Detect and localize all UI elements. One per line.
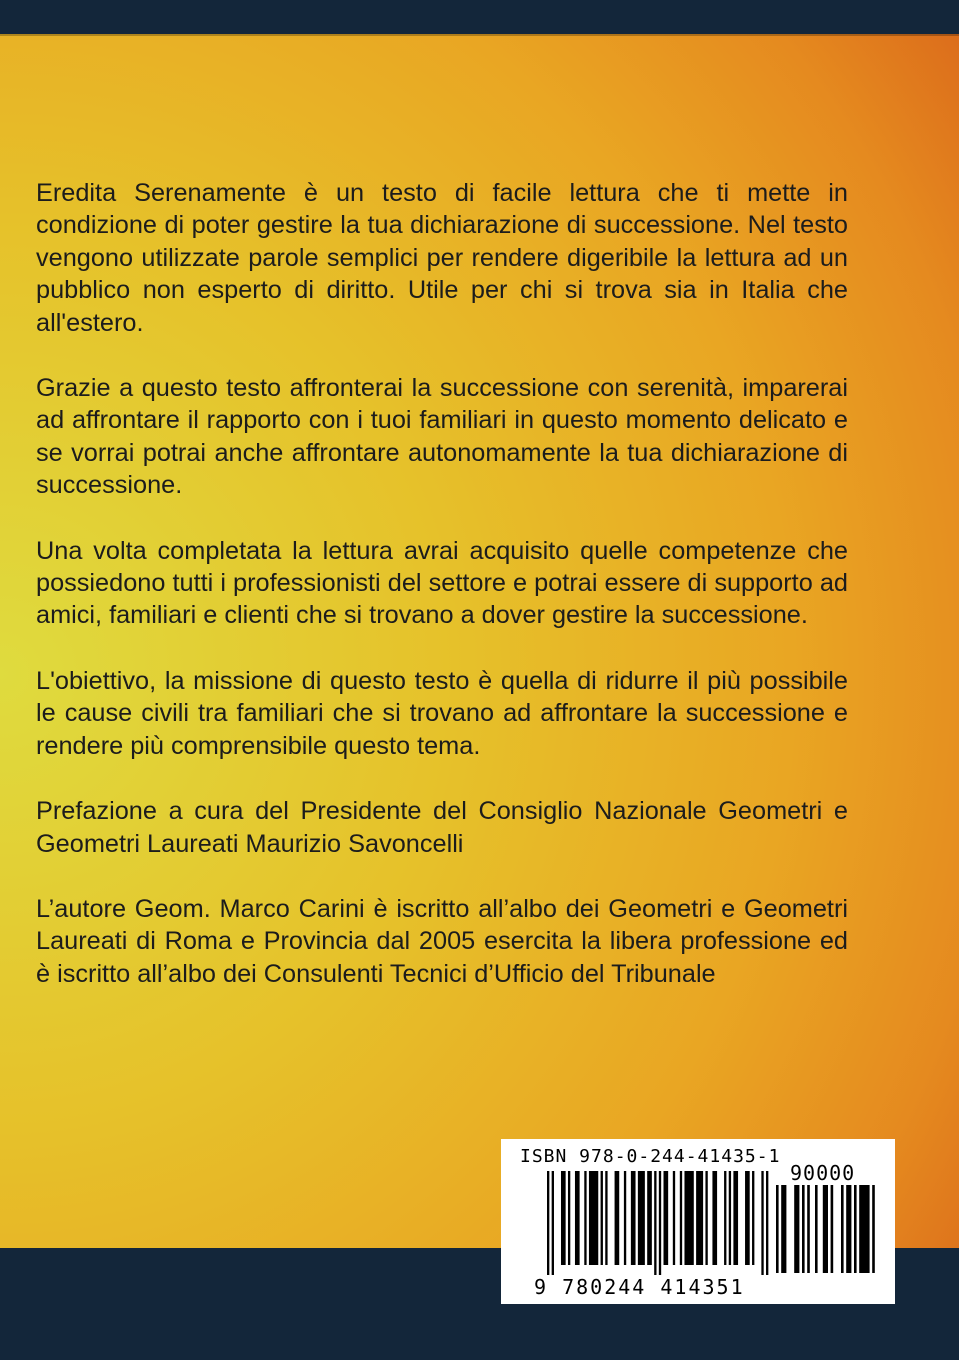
- paragraph-competences: Una volta completata la lettura avrai acquisito quelle competenze che possiedono tutti i professionisti del settore e potrai essere di supporto ad amici, familiari e clienti che si trovano a dover gestire la successione.: [36, 536, 848, 630]
- barcode-bar: [794, 1185, 799, 1273]
- barcode-bar: [584, 1171, 586, 1265]
- barcode-bar: [624, 1171, 626, 1265]
- barcode-bar: [815, 1185, 818, 1273]
- paragraph-benefits: Grazie a questo testo affronterai la successione con serenità, imparerai ad affrontare il rapporto con i tuoi familiari in questo momento delicato e se vorrai potrai anche affrontare autonomamente la tua dichiarazione di successione.: [36, 374, 848, 500]
- ean-digits: 9 780244 414351: [534, 1275, 745, 1299]
- barcode-bar: [854, 1185, 857, 1273]
- barcode-bar: [561, 1171, 566, 1265]
- barcode-bar: [705, 1171, 707, 1265]
- paragraph-mission: L'obiettivo, la missione di questo testo è quella di ridurre il più possibile le cause civili tra familiari che si trovano ad affrontare la successione e rendere più comprensibile questo tema.: [36, 666, 848, 760]
- barcode-bar: [547, 1171, 549, 1275]
- back-cover: [0, 34, 959, 1248]
- barcode-bar: [589, 1171, 598, 1265]
- barcode-bar: [859, 1185, 869, 1273]
- paragraph-author: L’autore Geom. Marco Carini è iscritto all’albo dei Geometri e Geometri Laureati di Roma e Provincia dal 2005 esercita la libera professione ed è iscritto all’albo dei Consulenti Tecnici d’Ufficio del Tribunale: [36, 894, 848, 988]
- ean-barcode-bars: [547, 1171, 771, 1275]
- barcode-bar: [802, 1185, 805, 1273]
- barcode-bar: [781, 1185, 786, 1273]
- barcode-bar: [745, 1171, 750, 1265]
- addon-barcode-bars: [776, 1185, 876, 1275]
- barcode-bar: [823, 1185, 828, 1273]
- barcode-bar: [712, 1171, 717, 1265]
- price-code: 90000: [790, 1161, 856, 1185]
- barcode-bar: [552, 1171, 554, 1275]
- barcode-bar: [568, 1171, 570, 1265]
- barcode-bar: [696, 1171, 703, 1265]
- barcode-bar: [615, 1171, 620, 1265]
- barcode-bar: [631, 1171, 636, 1265]
- barcode-bar: [724, 1171, 726, 1265]
- barcode-bar: [605, 1171, 607, 1265]
- barcode-bar: [776, 1185, 779, 1273]
- barcode-bar: [846, 1185, 851, 1273]
- barcode-bar: [673, 1171, 675, 1265]
- barcode-bar: [575, 1171, 580, 1265]
- barcode-bar: [647, 1171, 652, 1265]
- paragraph-preface: Prefazione a cura del Presidente del Consiglio Nazionale Geometri e Geometri Laureati Maurizio Savoncelli: [36, 797, 848, 858]
- barcode-bar: [872, 1185, 875, 1273]
- barcode-bar: [659, 1171, 661, 1275]
- barcode-bar: [841, 1185, 844, 1273]
- barcode-bar: [752, 1171, 754, 1265]
- barcode-bar: [638, 1171, 645, 1265]
- barcode-bar: [766, 1171, 768, 1275]
- barcode-bar: [729, 1171, 731, 1265]
- barcode-bar: [733, 1171, 738, 1265]
- barcode-bar: [664, 1171, 669, 1265]
- isbn-barcode: [501, 1139, 895, 1304]
- barcode-bar: [654, 1171, 656, 1275]
- barcode-bar: [761, 1171, 763, 1275]
- barcode-bar: [684, 1171, 693, 1265]
- barcode-bar: [807, 1185, 810, 1273]
- barcode-bar: [601, 1171, 603, 1265]
- paragraph-intro: Eredita Serenamente è un testo di facile lettura che ti mette in condizione di poter gestire la tua dichiarazione di successione. Nel testo vengono utilizzate parole semplici per rendere digeribile la lettura ad un pubblico non esperto di diritto. Utile per chi si trova sia in Italia che all'estero.: [36, 179, 848, 337]
- blurb-text: [36, 177, 848, 1023]
- barcode-bar: [831, 1185, 834, 1273]
- barcode-bar: [680, 1171, 682, 1265]
- isbn-label: ISBN 978-0-244-41435-1: [520, 1146, 781, 1167]
